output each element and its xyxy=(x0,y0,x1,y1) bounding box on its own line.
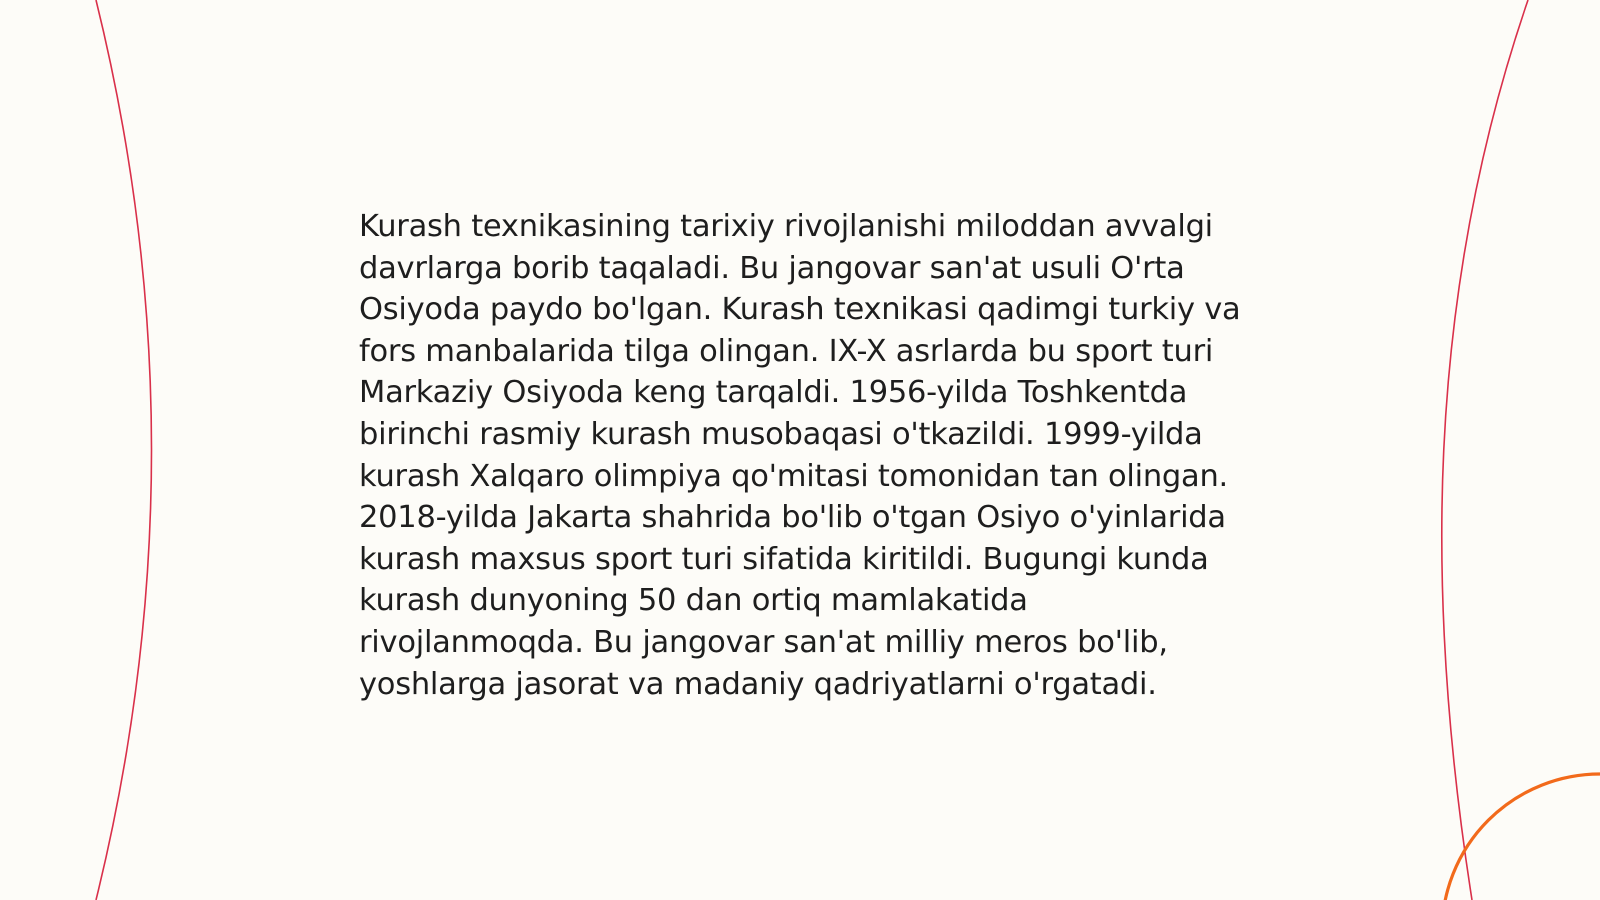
orange-circle-accent xyxy=(1442,774,1600,900)
body-paragraph: Kurash texnikasining tarixiy rivojlanishi miloddan avvalgi davrlarga borib taqaladi. Bu jangovar san'at usuli O'rta Osiyoda paydo bo'lgan. Kurash texnikasi qadimgi turkiy va fors manbalarida tilga olingan. IX-X asrlarda bu sport turi Markaziy Osiyoda keng tarqaldi. 1956-yilda Toshkentda birinchi rasmiy kurash musobaqasi o'tkazildi. 1999-yilda kurash Xalqaro olimpiya qo'mitasi tomonidan tan olingan. 2018-yilda Jakarta shahrida bo'lib o'tgan Osiyo o'yinlarida kurash maxsus sport turi sifatida kiritildi. Bugungi kunda kurash dunyoning 50 dan ortiq mamlakatida rivojlanmoqda. Bu jangovar san'at milliy meros bo'lib, yoshlarga jasorat va madaniy qadriyatlarni o'rgatadi. xyxy=(359,209,1241,702)
left-curve-line xyxy=(96,0,152,900)
right-curve-line xyxy=(1442,0,1528,900)
